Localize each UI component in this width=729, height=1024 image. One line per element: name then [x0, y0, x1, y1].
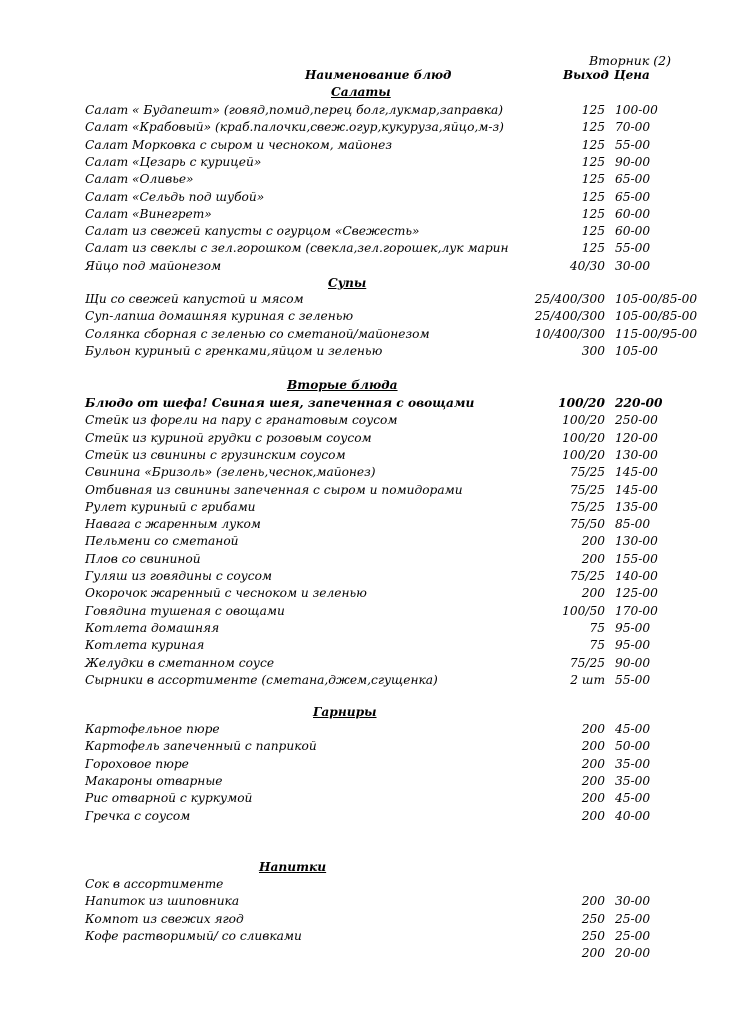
menu-item-name: Навага с жаренным луком: [85, 517, 261, 532]
menu-row: [85, 569, 705, 586]
section-title-salads: Салаты: [331, 85, 391, 99]
menu-item-output: 75: [589, 620, 605, 635]
menu-item-output: 200: [581, 791, 605, 806]
menu-item-output: 100/20: [558, 396, 605, 410]
menu-item-output: 75/50: [569, 517, 605, 532]
menu-item-output: 125: [581, 172, 605, 187]
menu-item-price: 55-00: [615, 672, 651, 687]
menu-item-output: 125: [581, 120, 605, 135]
menu-item-name: Картофельное пюре: [85, 722, 220, 736]
section-title-mains: Вторые блюда: [287, 378, 398, 392]
menu-item-price: 250-00: [615, 413, 658, 428]
menu-item-name: Свинина «Бризоль» (зелень,чеснок,майонез): [85, 465, 376, 480]
menu-item-price: 105-00/85-00: [615, 292, 698, 306]
menu-item-price: 105-00: [615, 343, 658, 358]
menu-row: [85, 809, 705, 826]
menu-row: [85, 621, 705, 638]
menu-item-output: 200: [581, 739, 605, 754]
menu-row: [85, 327, 705, 344]
menu-item-name: Стейк из свинины с грузинским соусом: [85, 447, 346, 462]
menu-item-name: Гороховое пюре: [85, 756, 189, 771]
menu-item-price: 85-00: [615, 517, 651, 532]
menu-item-output: 250: [581, 928, 605, 943]
menu-item-price: 65-00: [615, 172, 651, 187]
menu-item-output: 100/20: [562, 413, 605, 428]
menu-item-price: 60-00: [615, 206, 651, 221]
menu-item-name: Картофель запеченный с паприкой: [85, 739, 317, 754]
menu-item-output: 25/400/300: [534, 292, 605, 306]
menu-item-output: 125: [581, 241, 605, 256]
menu-item-output: 125: [581, 154, 605, 169]
menu-item-price: 90-00: [615, 655, 651, 670]
menu-item-price: 60-00: [615, 224, 651, 239]
menu-item-name: Гречка с соусом: [85, 808, 191, 823]
menu-row: [85, 292, 705, 309]
menu-item-name: Сок в ассортименте: [85, 877, 224, 891]
section-title-drinks: Напитки: [259, 860, 327, 874]
menu-item-name: Пельмени со сметаной: [85, 534, 239, 549]
menu-item-name: Салат Морковка с сыром и чесноком, майонез: [85, 137, 392, 152]
section-title-garnish: Гарниры: [313, 705, 377, 719]
menu-row: [85, 894, 705, 911]
menu-row: [85, 413, 705, 430]
menu-item-price: 90-00: [615, 154, 651, 169]
menu-item-name: Щи со свежей капустой и мясом: [85, 292, 304, 306]
menu-item-price: 120-00: [615, 430, 658, 445]
menu-row: [85, 929, 705, 946]
menu-item-price: 145-00: [615, 465, 658, 480]
menu-item-output: 200: [581, 534, 605, 549]
menu-item-name: Салат «Сельдь под шубой»: [85, 189, 265, 204]
menu-row: [85, 465, 705, 482]
menu-item-price: 65-00: [615, 189, 651, 204]
menu-item-output: 200: [581, 722, 605, 736]
menu-item-price: 35-00: [615, 756, 651, 771]
menu-item-price: 30-00: [615, 894, 651, 909]
menu-item-name: Напиток из шиповника: [85, 894, 240, 909]
menu-item-price: 55-00: [615, 137, 651, 152]
menu-item-output: 125: [581, 103, 605, 117]
menu-item-name: Солянка сборная с зеленью со сметаной/майонезом: [85, 326, 430, 341]
menu-item-output: 200: [581, 894, 605, 909]
menu-item-name: Суп-лапша домашняя куриная с зеленью: [85, 309, 354, 324]
menu-item-price: 20-00: [615, 946, 651, 961]
menu-item-name: Гуляш из говядины с соусом: [85, 569, 273, 583]
menu-item-price: 130-00: [615, 447, 658, 462]
menu-item-price: 95-00: [615, 638, 651, 653]
menu-item-name: Бульон куриный с гренками,яйцом и зеленью: [85, 343, 383, 358]
menu-item-name: Салат « Будапешт» (говяд,помид,перец болг,лукмар,заправка): [85, 103, 504, 117]
menu-row: [85, 586, 705, 603]
menu-item-output: 200: [581, 551, 605, 566]
menu-row: [85, 155, 705, 172]
menu-row: [85, 774, 705, 791]
day-label: Вторник (2): [589, 53, 671, 68]
menu-item-output: 2 шт: [570, 672, 605, 687]
menu-row: [85, 103, 705, 120]
menu-item-price: 220-00: [615, 396, 663, 410]
menu-row: [85, 912, 705, 929]
menu-item-name: Салат из свеклы с зел.горошком (свекла,зел.горошек,лук марин: [85, 241, 509, 256]
menu-row: [85, 172, 705, 189]
menu-row: [85, 757, 705, 774]
menu-row: [85, 791, 705, 808]
menu-item-output: 75/25: [569, 465, 605, 480]
menu-item-name: Блюдо от шефа! Свиная шея, запеченная с овощами: [85, 396, 475, 410]
menu-item-output: 250: [581, 911, 605, 926]
menu-row: [85, 946, 705, 963]
menu-item-name: Компот из свежих ягод: [85, 911, 244, 926]
menu-item-output: 75/25: [569, 482, 605, 497]
menu-row: [85, 877, 705, 894]
menu-item-price: 170-00: [615, 603, 658, 618]
menu-row: [85, 722, 705, 739]
menu-item-price: 55-00: [615, 241, 651, 256]
menu-item-name: Салат «Цезарь с курицей»: [85, 154, 262, 169]
menu-item-price: 25-00: [615, 911, 651, 926]
menu-row: [85, 344, 705, 361]
menu-item-name: Рис отварной с куркумой: [85, 791, 253, 806]
menu-item-name: Плов со свининой: [85, 551, 201, 566]
menu-item-price: 30-00: [615, 258, 651, 273]
menu-item-name: Стейк из форели на пару с гранатовым соусом: [85, 413, 398, 428]
menu-item-price: 45-00: [615, 791, 651, 806]
menu-item-output: 200: [581, 756, 605, 771]
menu-row: [85, 448, 705, 465]
menu-item-price: 155-00: [615, 551, 658, 566]
menu-row: [85, 309, 705, 326]
menu-row: [85, 190, 705, 207]
menu-item-output: 75: [589, 638, 605, 653]
menu-row: [85, 604, 705, 621]
menu-row: [85, 552, 705, 569]
menu-item-price: 95-00: [615, 620, 651, 635]
menu-item-price: 135-00: [615, 499, 658, 514]
menu-item-output: 125: [581, 137, 605, 152]
menu-item-name: Котлета куриная: [85, 638, 205, 653]
menu-row: [85, 241, 705, 258]
menu-item-output: 25/400/300: [534, 309, 605, 324]
header-name: Наименование блюд: [305, 68, 452, 82]
header-price: Цена: [614, 68, 650, 82]
menu-item-name: Салат «Крабовый» (краб.палочки,свеж.огур,кукуруза,яйцо,м-з): [85, 120, 504, 135]
menu-item-price: 45-00: [615, 722, 651, 736]
menu-item-output: 40/30: [569, 258, 605, 273]
menu-item-price: 40-00: [615, 808, 651, 823]
menu-item-output: 100/20: [562, 447, 605, 462]
menu-item-price: 50-00: [615, 739, 651, 754]
menu-item-name: Стейк из куриной грудки с розовым соусом: [85, 430, 372, 445]
menu-row: [85, 656, 705, 673]
menu-item-price: 35-00: [615, 773, 651, 788]
menu-item-output: 125: [581, 224, 605, 239]
menu-item-output: 75/25: [569, 655, 605, 670]
menu-row: [85, 224, 705, 241]
menu-item-price: 115-00/95-00: [615, 326, 698, 341]
menu-item-output: 75/25: [569, 569, 605, 583]
menu-item-name: Сырники в ассортименте (сметана,джем,сгущенка): [85, 672, 438, 687]
menu-item-output: 100/50: [562, 603, 605, 618]
menu-row: [85, 500, 705, 517]
menu-item-name: Желудки в сметанном соусе: [85, 655, 275, 670]
menu-item-name: Салат «Оливье»: [85, 172, 194, 187]
menu-item-price: 25-00: [615, 928, 651, 943]
menu-item-name: Яйцо под майонезом: [85, 258, 222, 273]
menu-item-name: Отбивная из свинины запеченная с сыром и помидорами: [85, 482, 463, 497]
menu-item-name: Салат из свежей капусты с огурцом «Свежесть»: [85, 224, 420, 239]
menu-item-price: 140-00: [615, 569, 658, 583]
menu-item-price: 70-00: [615, 120, 651, 135]
menu-row: [85, 431, 705, 448]
menu-item-output: 200: [581, 586, 605, 601]
menu-item-name: Котлета домашняя: [85, 620, 220, 635]
menu-item-name: Говядина тушеная с овощами: [85, 603, 285, 618]
menu-item-price: 145-00: [615, 482, 658, 497]
menu-item-output: 200: [581, 808, 605, 823]
menu-row: [85, 259, 705, 276]
menu-item-name: Салат «Винегрет»: [85, 206, 212, 221]
menu-item-output: 200: [581, 946, 605, 961]
menu-row: [85, 638, 705, 655]
menu-item-price: 130-00: [615, 534, 658, 549]
menu-row: [85, 673, 705, 690]
menu-row: [85, 517, 705, 534]
menu-item-name: Кофе растворимый/ со сливками: [85, 928, 302, 943]
menu-item-output: 125: [581, 206, 605, 221]
menu-row: [85, 207, 705, 224]
menu-item-output: 200: [581, 773, 605, 788]
menu-row: [85, 739, 705, 756]
menu-item-output: 75/25: [569, 499, 605, 514]
menu-item-name: Макароны отварные: [85, 773, 223, 788]
menu-item-output: 100/20: [562, 430, 605, 445]
menu-item-name: Окорочок жаренный с чесноком и зеленью: [85, 586, 367, 601]
menu-row: [85, 396, 705, 413]
menu-row: [85, 534, 705, 551]
menu-item-output: 10/400/300: [534, 326, 605, 341]
section-title-soups: Супы: [328, 276, 367, 290]
menu-item-price: 125-00: [615, 586, 658, 601]
menu-row: [85, 120, 705, 137]
menu-item-output: 300: [581, 343, 605, 358]
menu-item-price: 105-00/85-00: [615, 309, 698, 324]
menu-row: [85, 138, 705, 155]
menu-row: [85, 483, 705, 500]
menu-item-output: 125: [581, 189, 605, 204]
menu-item-price: 100-00: [615, 103, 658, 117]
menu-item-name: Рулет куриный с грибами: [85, 499, 256, 514]
header-output: Выход: [563, 68, 609, 82]
